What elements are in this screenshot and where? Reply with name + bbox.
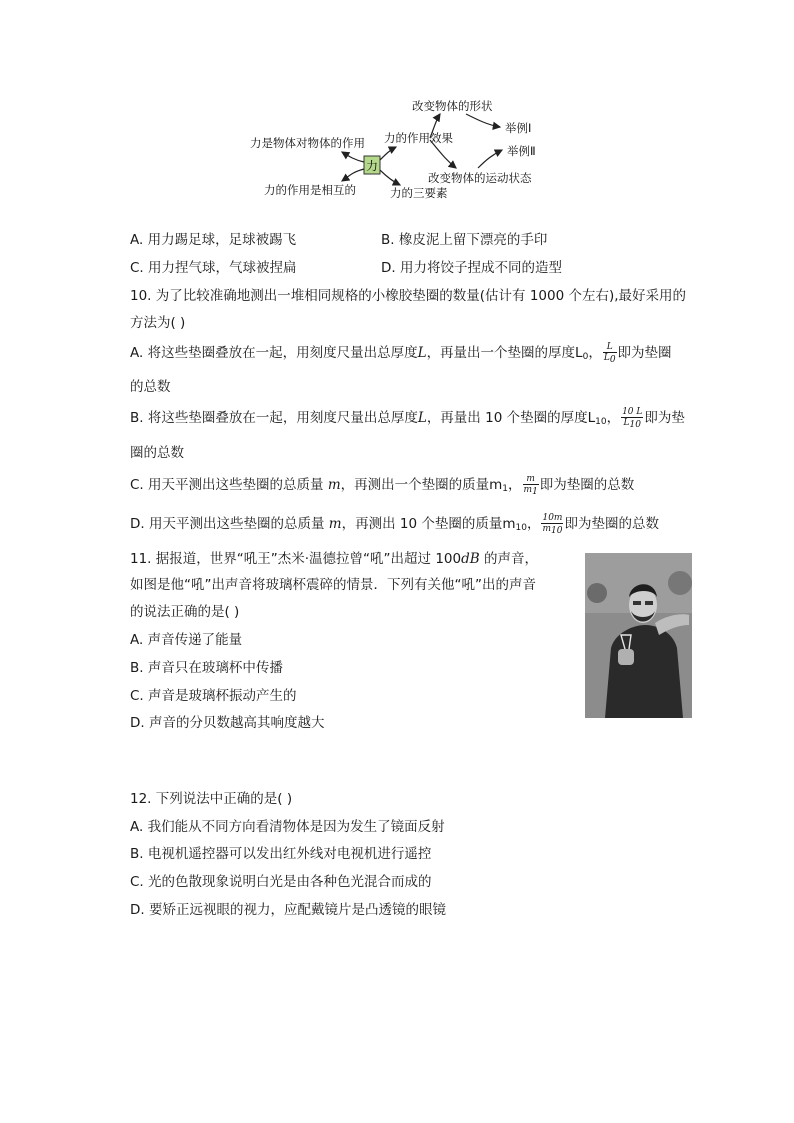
- q12-stem: 12. 下列说法中正确的是( ): [130, 791, 293, 807]
- label-force-interaction: 力是物体对物体的作用: [250, 136, 365, 150]
- q10-c-fraction: $\frac{m}{m1}$: [523, 473, 538, 497]
- q9-option-d: D. 用力将饺子捏成不同的造型: [381, 260, 562, 276]
- q12-option-c: C. 光的色散现象说明白光是由各种色光混合而成的: [130, 874, 432, 890]
- q10-b-fraction: $\frac{10 L}{L10}$: [622, 406, 643, 430]
- q12-option-b: B. 电视机遥控器可以发出红外线对电视机进行遥控: [130, 846, 432, 862]
- q11-photo: [585, 553, 692, 718]
- label-change-motion: 改变物体的运动状态: [428, 171, 532, 185]
- q10-stem-line2: 方法为( ): [130, 315, 186, 331]
- q11-option-c: C. 声音是玻璃杯振动产生的: [130, 688, 297, 704]
- label-force-mutual: 力的作用是相互的: [264, 183, 356, 197]
- q10-stem-line1: 10. 为了比较准确地测出一堆相同规格的小橡胶垫圈的数量(估计有 1000 个左右),最好采用的: [130, 288, 687, 304]
- q10-a-fraction: $\frac{L}{L0}$: [603, 341, 616, 365]
- q9-option-b: B. 橡皮泥上留下漂亮的手印: [381, 232, 548, 248]
- arrow-to-example-1: [466, 114, 500, 127]
- q10-option-a-cont: 的总数: [130, 379, 171, 395]
- q11-option-d: D. 声音的分贝数越高其响度越大: [130, 715, 325, 731]
- q12-option-a: A. 我们能从不同方向看清物体是因为发生了镜面反射: [130, 819, 445, 835]
- q10-option-d: D. 用天平测出这些垫圈的总质量 m，再测出 10 个垫圈的质量$m_{10}$， $\frac{10m}{m10}$ 即为垫圈的总数: [130, 512, 659, 536]
- q9-option-c: C. 用力捏气球，气球被捏扁: [130, 260, 297, 276]
- arrow-to-interaction: [342, 152, 364, 162]
- arrow-to-three-elements: [380, 170, 400, 185]
- q9-option-a: A. 用力踢足球，足球被踢飞: [130, 232, 297, 248]
- q11-stem-line3: 的说法正确的是( ): [130, 604, 240, 620]
- force-center-label: 力: [366, 159, 379, 173]
- q10-option-a: A. 将这些垫圈叠放在一起，用刻度尺量出总厚度L，再量出一个垫圈的厚度$L_0$， $\frac{L}{L0}$ 即为垫圈: [130, 341, 672, 365]
- label-example-1: 举例Ⅰ: [505, 121, 532, 135]
- q11-option-a: A. 声音传递了能量: [130, 632, 243, 648]
- q11-photo-illustration: [585, 553, 692, 718]
- q10-option-b-cont: 圈的总数: [130, 445, 184, 461]
- label-example-2: 举例Ⅱ: [507, 144, 536, 158]
- q11-stem-line1: 11. 据报道，世界“吼王”杰米·温德拉曾“吼”出超过 100dB 的声音，: [130, 551, 538, 567]
- q11-stem-line2: 如图是他“吼”出声音将玻璃杯震碎的情景．下列有关他“吼”出的声音: [130, 577, 536, 593]
- q10-option-c: C. 用天平测出这些垫圈的总质量 m，再测出一个垫圈的质量$m_1$， $\frac{m}{m1}$ 即为垫圈的总数: [130, 473, 635, 497]
- q11-option-b: B. 声音只在玻璃杯中传播: [130, 660, 283, 676]
- arrow-to-effect: [380, 147, 396, 160]
- q12-option-d: D. 要矫正远视眼的视力，应配戴镜片是凸透镜的眼镜: [130, 902, 446, 918]
- label-three-elements: 力的三要素: [390, 186, 448, 200]
- q10-d-fraction: $\frac{10m}{m10}$: [542, 512, 563, 536]
- arrow-to-example-2: [478, 150, 502, 168]
- q10-option-b: B. 将这些垫圈叠放在一起，用刻度尺量出总厚度L，再量出 10 个垫圈的厚度$L_{10}$， $\frac{10 L}{L10}$ 即为垫: [130, 406, 685, 430]
- label-change-shape: 改变物体的形状: [412, 99, 493, 113]
- arrow-to-mutual: [342, 169, 364, 181]
- force-concept-diagram: [240, 90, 560, 205]
- label-force-effect: 力的作用效果: [384, 131, 453, 145]
